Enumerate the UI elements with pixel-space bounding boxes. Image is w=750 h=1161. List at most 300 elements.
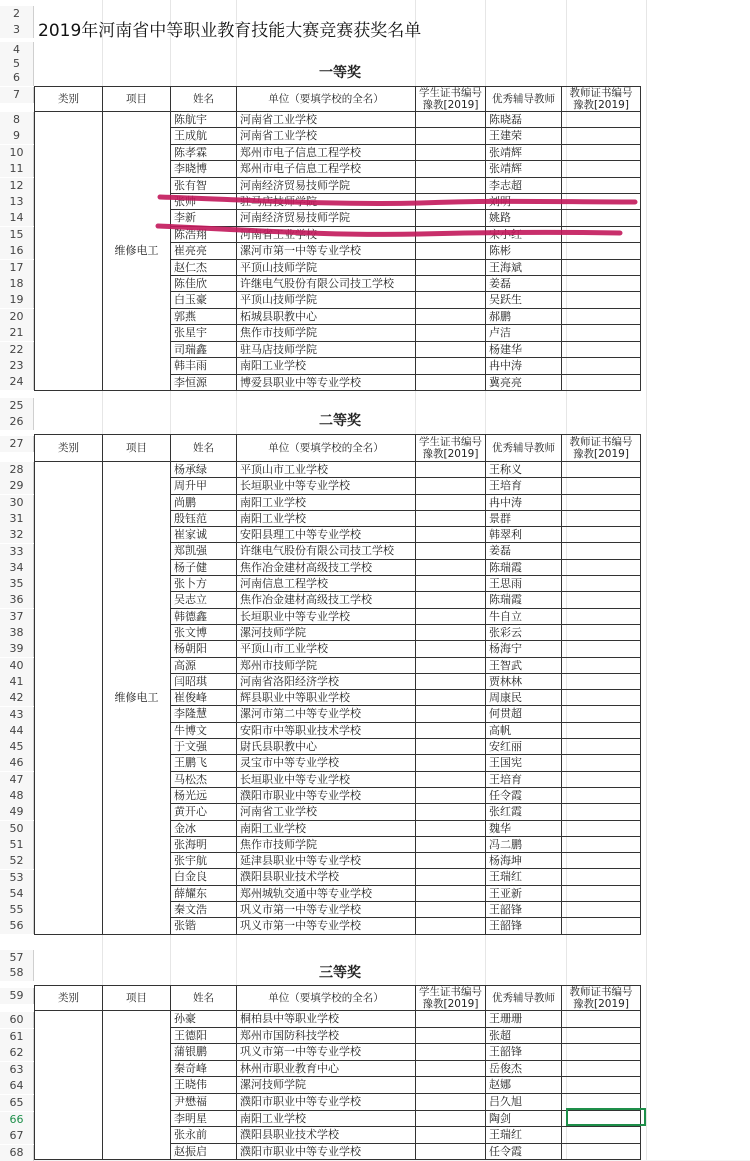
row-header[interactable]: 47 [0,772,34,788]
teacher-cert-cell[interactable] [562,543,641,559]
row-header[interactable]: 21 [0,325,34,341]
row-header[interactable]: 40 [0,658,34,674]
row-header[interactable]: 20 [0,309,34,325]
name-cell[interactable]: 尹懋福 [171,1093,237,1110]
student-cert-cell[interactable] [416,243,486,259]
name-cell[interactable]: 陈航宇 [171,112,237,128]
teacher-cell[interactable]: 张靖辉 [486,161,562,177]
teacher-cert-cell[interactable] [562,358,641,374]
row-header[interactable]: 59 [0,988,34,1004]
student-cert-cell[interactable] [416,259,486,275]
header-cell-teacher[interactable]: 优秀辅导教师 [486,87,562,112]
teacher-cert-cell[interactable] [562,1044,641,1061]
teacher-cell[interactable]: 何贯超 [486,706,562,722]
student-cert-cell[interactable] [416,836,486,852]
teacher-cell[interactable]: 卢洁 [486,325,562,341]
teacher-cell[interactable]: 王韶锋 [486,918,562,934]
unit-cell[interactable]: 河南经济贸易技师学院 [237,177,416,193]
teacher-cell[interactable]: 杨建华 [486,341,562,357]
teacher-cert-cell[interactable] [562,820,641,836]
selected-cell[interactable] [566,1108,646,1126]
row-header[interactable]: 9 [0,128,34,144]
row-header[interactable]: 7 [0,87,34,103]
name-cell[interactable]: 陈浩翔 [171,226,237,242]
student-cert-cell[interactable] [416,112,486,128]
teacher-cell[interactable]: 姜磊 [486,543,562,559]
teacher-cert-cell[interactable] [562,177,641,193]
teacher-cell[interactable]: 姚路 [486,210,562,226]
student-cert-cell[interactable] [416,194,486,210]
name-cell[interactable]: 秦奇峰 [171,1060,237,1077]
teacher-cell[interactable]: 王亚新 [486,885,562,901]
student-cert-cell[interactable] [416,576,486,592]
row-header[interactable]: 55 [0,902,34,918]
teacher-cert-cell[interactable] [562,885,641,901]
teacher-cell[interactable]: 王国宪 [486,755,562,771]
header-cell-type[interactable]: 类别 [35,87,103,112]
teacher-cert-cell[interactable] [562,641,641,657]
header-cell-type[interactable]: 类别 [35,986,103,1011]
student-cert-cell[interactable] [416,608,486,624]
teacher-cell[interactable]: 王称义 [486,462,562,478]
row-header[interactable]: 18 [0,276,34,292]
teacher-cert-cell[interactable] [562,341,641,357]
unit-cell[interactable]: 长垣职业中等专业学校 [237,771,416,787]
table-row[interactable] [35,462,641,478]
teacher-cell[interactable]: 高帆 [486,722,562,738]
teacher-cert-cell[interactable] [562,1011,641,1028]
unit-cell[interactable]: 平顶山市工业学校 [237,641,416,657]
name-cell[interactable]: 张宇航 [171,853,237,869]
name-cell[interactable]: 韩德鑫 [171,608,237,624]
row-header[interactable]: 60 [0,1012,34,1028]
teacher-cert-cell[interactable] [562,902,641,918]
row-header[interactable]: 25 [0,398,34,414]
name-cell[interactable]: 白玉豪 [171,292,237,308]
row-header[interactable]: 34 [0,560,34,576]
teacher-cert-cell[interactable] [562,869,641,885]
row-header[interactable]: 50 [0,821,34,837]
teacher-cell[interactable]: 周康民 [486,690,562,706]
unit-cell[interactable]: 驻马店技师学院 [237,341,416,357]
teacher-cert-cell[interactable] [562,673,641,689]
name-cell[interactable]: 薛耀东 [171,885,237,901]
name-cell[interactable]: 张海明 [171,836,237,852]
unit-cell[interactable]: 郑州市电子信息工程学校 [237,144,416,160]
name-cell[interactable]: 崔俊峰 [171,690,237,706]
unit-cell[interactable]: 安阳市中等职业技术学校 [237,722,416,738]
student-cert-cell[interactable] [416,771,486,787]
student-cert-cell[interactable] [416,543,486,559]
teacher-cert-cell[interactable] [562,226,641,242]
header-cell-unit[interactable]: 单位（要填学校的全名） [237,87,416,112]
row-header[interactable]: 8 [0,112,34,128]
name-cell[interactable]: 尚鹏 [171,494,237,510]
unit-cell[interactable]: 平顶山技师学院 [237,259,416,275]
name-cell[interactable]: 韩丰雨 [171,358,237,374]
unit-cell[interactable]: 南阳工业学校 [237,1110,416,1127]
unit-cell[interactable]: 巩义市第一中等专业学校 [237,1044,416,1061]
name-cell[interactable]: 郑凯强 [171,543,237,559]
name-cell[interactable]: 白金良 [171,869,237,885]
type-cell[interactable] [35,1011,103,1160]
name-cell[interactable]: 张帅 [171,194,237,210]
student-cert-cell[interactable] [416,341,486,357]
teacher-cert-cell[interactable] [562,804,641,820]
name-cell[interactable]: 张文博 [171,624,237,640]
teacher-cert-cell[interactable] [562,690,641,706]
row-header[interactable]: 53 [0,870,34,886]
name-cell[interactable]: 闫昭琪 [171,673,237,689]
teacher-cell[interactable]: 陈瑞霞 [486,559,562,575]
unit-cell[interactable]: 巩义市第一中等专业学校 [237,902,416,918]
teacher-cell[interactable]: 魏华 [486,820,562,836]
row-header[interactable]: 42 [0,690,34,706]
student-cert-cell[interactable] [416,1127,486,1144]
student-cert-cell[interactable] [416,918,486,934]
project-cell[interactable]: 维修电工 [103,112,171,391]
unit-cell[interactable]: 许继电气股份有限公司技工学校 [237,543,416,559]
unit-cell[interactable]: 濮阳县职业技术学校 [237,869,416,885]
name-cell[interactable]: 杨子健 [171,559,237,575]
unit-cell[interactable]: 许继电气股份有限公司技工学校 [237,276,416,292]
teacher-cell[interactable]: 任令霞 [486,1143,562,1160]
teacher-cert-cell[interactable] [562,1077,641,1094]
teacher-cell[interactable]: 王思雨 [486,576,562,592]
teacher-cell[interactable]: 王智武 [486,657,562,673]
student-cert-cell[interactable] [416,1143,486,1160]
unit-cell[interactable]: 河南省洛阳经济学校 [237,673,416,689]
name-cell[interactable]: 蒲银鹏 [171,1044,237,1061]
teacher-cell[interactable]: 杨海坤 [486,853,562,869]
row-header[interactable]: 14 [0,210,34,226]
name-cell[interactable]: 崔家诚 [171,527,237,543]
row-header[interactable]: 68 [0,1145,34,1161]
teacher-cert-cell[interactable] [562,918,641,934]
header-cell-teacher-cert[interactable]: 教师证书编号豫教[2019] [562,986,641,1011]
name-cell[interactable]: 张有智 [171,177,237,193]
teacher-cell[interactable]: 冀亮亮 [486,374,562,390]
student-cert-cell[interactable] [416,673,486,689]
unit-cell[interactable]: 郑州市国防科技学校 [237,1027,416,1044]
student-cert-cell[interactable] [416,177,486,193]
unit-cell[interactable]: 河南信息工程学校 [237,576,416,592]
row-header[interactable]: 32 [0,527,34,543]
row-header[interactable]: 13 [0,194,34,210]
name-cell[interactable]: 金冰 [171,820,237,836]
student-cert-cell[interactable] [416,510,486,526]
teacher-cell[interactable]: 李志超 [486,177,562,193]
teacher-cert-cell[interactable] [562,706,641,722]
row-header[interactable]: 43 [0,707,34,723]
student-cert-cell[interactable] [416,210,486,226]
student-cert-cell[interactable] [416,358,486,374]
name-cell[interactable]: 高源 [171,657,237,673]
teacher-cell[interactable]: 张红霞 [486,804,562,820]
student-cert-cell[interactable] [416,527,486,543]
teacher-cell[interactable]: 陈彬 [486,243,562,259]
unit-cell[interactable]: 郑州市技师学院 [237,657,416,673]
unit-cell[interactable]: 柘城县职教中心 [237,308,416,324]
teacher-cert-cell[interactable] [562,1060,641,1077]
student-cert-cell[interactable] [416,462,486,478]
header-cell-teacher-cert[interactable]: 教师证书编号豫教[2019] [562,87,641,112]
unit-cell[interactable]: 林州市职业教育中心 [237,1060,416,1077]
row-header[interactable]: 12 [0,178,34,194]
unit-cell[interactable]: 河南省工业学校 [237,226,416,242]
row-header[interactable]: 3 [0,22,34,38]
student-cert-cell[interactable] [416,161,486,177]
name-cell[interactable]: 王成航 [171,128,237,144]
unit-cell[interactable]: 驻马店技师学院 [237,194,416,210]
teacher-cert-cell[interactable] [562,259,641,275]
teacher-cell[interactable]: 王瑞红 [486,869,562,885]
row-header[interactable]: 10 [0,145,34,161]
unit-cell[interactable]: 焦作冶金建材高级技工学校 [237,592,416,608]
teacher-cert-cell[interactable] [562,1127,641,1144]
name-cell[interactable]: 张星宇 [171,325,237,341]
unit-cell[interactable]: 南阳工业学校 [237,510,416,526]
teacher-cell[interactable]: 郝鹏 [486,308,562,324]
name-cell[interactable]: 王德阳 [171,1027,237,1044]
student-cert-cell[interactable] [416,559,486,575]
row-header[interactable]: 22 [0,342,34,358]
teacher-cert-cell[interactable] [562,210,641,226]
student-cert-cell[interactable] [416,853,486,869]
student-cert-cell[interactable] [416,722,486,738]
row-header[interactable]: 45 [0,739,34,755]
table-row[interactable] [35,112,641,128]
unit-cell[interactable]: 河南省工业学校 [237,804,416,820]
student-cert-cell[interactable] [416,755,486,771]
unit-cell[interactable]: 延津县职业中等专业学校 [237,853,416,869]
teacher-cert-cell[interactable] [562,771,641,787]
teacher-cert-cell[interactable] [562,144,641,160]
unit-cell[interactable]: 灵宝市中等专业学校 [237,755,416,771]
name-cell[interactable]: 郭燕 [171,308,237,324]
teacher-cell[interactable]: 王培育 [486,771,562,787]
name-cell[interactable]: 马松杰 [171,771,237,787]
student-cert-cell[interactable] [416,592,486,608]
row-header[interactable]: 17 [0,260,34,276]
unit-cell[interactable]: 博爱县职业中等专业学校 [237,374,416,390]
student-cert-cell[interactable] [416,292,486,308]
name-cell[interactable]: 李隆慧 [171,706,237,722]
student-cert-cell[interactable] [416,657,486,673]
teacher-cell[interactable]: 岳俊杰 [486,1060,562,1077]
header-cell-student-cert[interactable]: 学生证书编号豫教[2019] [416,986,486,1011]
teacher-cell[interactable]: 冉中涛 [486,494,562,510]
student-cert-cell[interactable] [416,494,486,510]
row-header[interactable]: 46 [0,755,34,771]
header-cell-name[interactable]: 姓名 [171,87,237,112]
student-cert-cell[interactable] [416,885,486,901]
name-cell[interactable]: 李恒源 [171,374,237,390]
row-header[interactable]: 37 [0,609,34,625]
header-cell-name[interactable]: 姓名 [171,986,237,1011]
name-cell[interactable]: 赵仁杰 [171,259,237,275]
teacher-cert-cell[interactable] [562,559,641,575]
teacher-cert-cell[interactable] [562,576,641,592]
teacher-cert-cell[interactable] [562,194,641,210]
teacher-cell[interactable]: 王建荣 [486,128,562,144]
unit-cell[interactable]: 郑州市电子信息工程学校 [237,161,416,177]
row-header[interactable]: 27 [0,436,34,452]
unit-cell[interactable]: 濮阳市职业中等专业学校 [237,787,416,803]
teacher-cell[interactable]: 姜磊 [486,276,562,292]
row-header[interactable]: 33 [0,544,34,560]
teacher-cell[interactable]: 杨海宁 [486,641,562,657]
row-header[interactable]: 54 [0,886,34,902]
teacher-cert-cell[interactable] [562,128,641,144]
teacher-cert-cell[interactable] [562,836,641,852]
row-header[interactable]: 62 [0,1045,34,1061]
unit-cell[interactable]: 河南省工业学校 [237,112,416,128]
student-cert-cell[interactable] [416,624,486,640]
student-cert-cell[interactable] [416,1011,486,1028]
name-cell[interactable]: 李新 [171,210,237,226]
unit-cell[interactable]: 焦作市技师学院 [237,325,416,341]
teacher-cell[interactable]: 陈晓磊 [486,112,562,128]
teacher-cell[interactable]: 吕久旭 [486,1093,562,1110]
name-cell[interactable]: 秦文浩 [171,902,237,918]
teacher-cert-cell[interactable] [562,1027,641,1044]
name-cell[interactable]: 张永前 [171,1127,237,1144]
row-header[interactable]: 11 [0,161,34,177]
teacher-cell[interactable]: 陶剑 [486,1110,562,1127]
type-cell[interactable] [35,112,103,391]
row-header[interactable]: 36 [0,592,34,608]
teacher-cert-cell[interactable] [562,657,641,673]
teacher-cell[interactable]: 任令霞 [486,787,562,803]
header-cell-unit[interactable]: 单位（要填学校的全名） [237,986,416,1011]
row-header[interactable]: 16 [0,243,34,259]
unit-cell[interactable]: 漯河市第二中等专业学校 [237,706,416,722]
unit-cell[interactable]: 郑州城轨交通中等专业学校 [237,885,416,901]
name-cell[interactable]: 周升甲 [171,478,237,494]
teacher-cell[interactable]: 张彩云 [486,624,562,640]
name-cell[interactable]: 司瑞鑫 [171,341,237,357]
row-header[interactable]: 5 [0,56,34,72]
teacher-cell[interactable]: 王珊珊 [486,1011,562,1028]
name-cell[interactable]: 于文强 [171,739,237,755]
unit-cell[interactable]: 平顶山技师学院 [237,292,416,308]
row-header[interactable]: 52 [0,853,34,869]
row-header[interactable]: 41 [0,674,34,690]
header-cell-type[interactable]: 类别 [35,435,103,462]
teacher-cert-cell[interactable] [562,478,641,494]
header-cell-student-cert[interactable]: 学生证书编号豫教[2019] [416,435,486,462]
teacher-cell[interactable]: 张超 [486,1027,562,1044]
row-header[interactable]: 38 [0,625,34,641]
unit-cell[interactable]: 桐柏县中等职业学校 [237,1011,416,1028]
name-cell[interactable]: 陈孝霖 [171,144,237,160]
student-cert-cell[interactable] [416,869,486,885]
name-cell[interactable]: 黄开心 [171,804,237,820]
teacher-cert-cell[interactable] [562,592,641,608]
student-cert-cell[interactable] [416,1060,486,1077]
row-header[interactable]: 15 [0,227,34,243]
header-cell-teacher[interactable]: 优秀辅导教师 [486,986,562,1011]
name-cell[interactable]: 李明星 [171,1110,237,1127]
unit-cell[interactable]: 尉氏县职教中心 [237,739,416,755]
unit-cell[interactable]: 南阳工业学校 [237,820,416,836]
teacher-cert-cell[interactable] [562,308,641,324]
teacher-cell[interactable]: 王海斌 [486,259,562,275]
teacher-cert-cell[interactable] [562,292,641,308]
row-header[interactable]: 61 [0,1029,34,1045]
student-cert-cell[interactable] [416,902,486,918]
row-header[interactable]: 56 [0,918,34,934]
name-cell[interactable]: 陈佳欣 [171,276,237,292]
unit-cell[interactable]: 安阳县理工中等专业学校 [237,527,416,543]
row-header[interactable]: 65 [0,1095,34,1111]
teacher-cert-cell[interactable] [562,722,641,738]
name-cell[interactable]: 李晓博 [171,161,237,177]
row-header[interactable]: 24 [0,374,34,390]
unit-cell[interactable]: 平顶山市工业学校 [237,462,416,478]
student-cert-cell[interactable] [416,374,486,390]
teacher-cert-cell[interactable] [562,624,641,640]
student-cert-cell[interactable] [416,308,486,324]
teacher-cell[interactable]: 牛自立 [486,608,562,624]
teacher-cert-cell[interactable] [562,527,641,543]
name-cell[interactable]: 杨光远 [171,787,237,803]
name-cell[interactable]: 杨朝阳 [171,641,237,657]
name-cell[interactable]: 吴志立 [171,592,237,608]
row-header[interactable]: 51 [0,837,34,853]
teacher-cell[interactable]: 冯二鹏 [486,836,562,852]
teacher-cert-cell[interactable] [562,1143,641,1160]
teacher-cert-cell[interactable] [562,112,641,128]
unit-cell[interactable]: 焦作市技师学院 [237,836,416,852]
row-header[interactable]: 19 [0,292,34,308]
student-cert-cell[interactable] [416,478,486,494]
teacher-cell[interactable]: 赵娜 [486,1077,562,1094]
teacher-cell[interactable]: 安红丽 [486,739,562,755]
unit-cell[interactable]: 濮阳市职业中等专业学校 [237,1143,416,1160]
student-cert-cell[interactable] [416,325,486,341]
unit-cell[interactable]: 漯河技师学院 [237,624,416,640]
student-cert-cell[interactable] [416,804,486,820]
header-cell-name[interactable]: 姓名 [171,435,237,462]
project-cell[interactable]: 维修电工 [103,462,171,935]
student-cert-cell[interactable] [416,787,486,803]
name-cell[interactable]: 赵振启 [171,1143,237,1160]
unit-cell[interactable]: 河南省工业学校 [237,128,416,144]
student-cert-cell[interactable] [416,1027,486,1044]
name-cell[interactable]: 张锴 [171,918,237,934]
unit-cell[interactable]: 漯河市第一中等专业学校 [237,243,416,259]
name-cell[interactable]: 王晓伟 [171,1077,237,1094]
student-cert-cell[interactable] [416,226,486,242]
teacher-cell[interactable]: 王韶锋 [486,902,562,918]
teacher-cert-cell[interactable] [562,243,641,259]
teacher-cert-cell[interactable] [562,325,641,341]
teacher-cell[interactable]: 王瑞红 [486,1127,562,1144]
row-header[interactable]: 48 [0,788,34,804]
name-cell[interactable]: 崔亮亮 [171,243,237,259]
teacher-cert-cell[interactable] [562,755,641,771]
unit-cell[interactable]: 河南经济贸易技师学院 [237,210,416,226]
row-header[interactable]: 64 [0,1078,34,1094]
unit-cell[interactable]: 濮阳市职业中等专业学校 [237,1093,416,1110]
header-cell-teacher-cert[interactable]: 教师证书编号豫教[2019] [562,435,641,462]
row-header[interactable]: 6 [0,70,34,86]
student-cert-cell[interactable] [416,276,486,292]
row-header[interactable]: 44 [0,723,34,739]
teacher-cell[interactable]: 贾林林 [486,673,562,689]
